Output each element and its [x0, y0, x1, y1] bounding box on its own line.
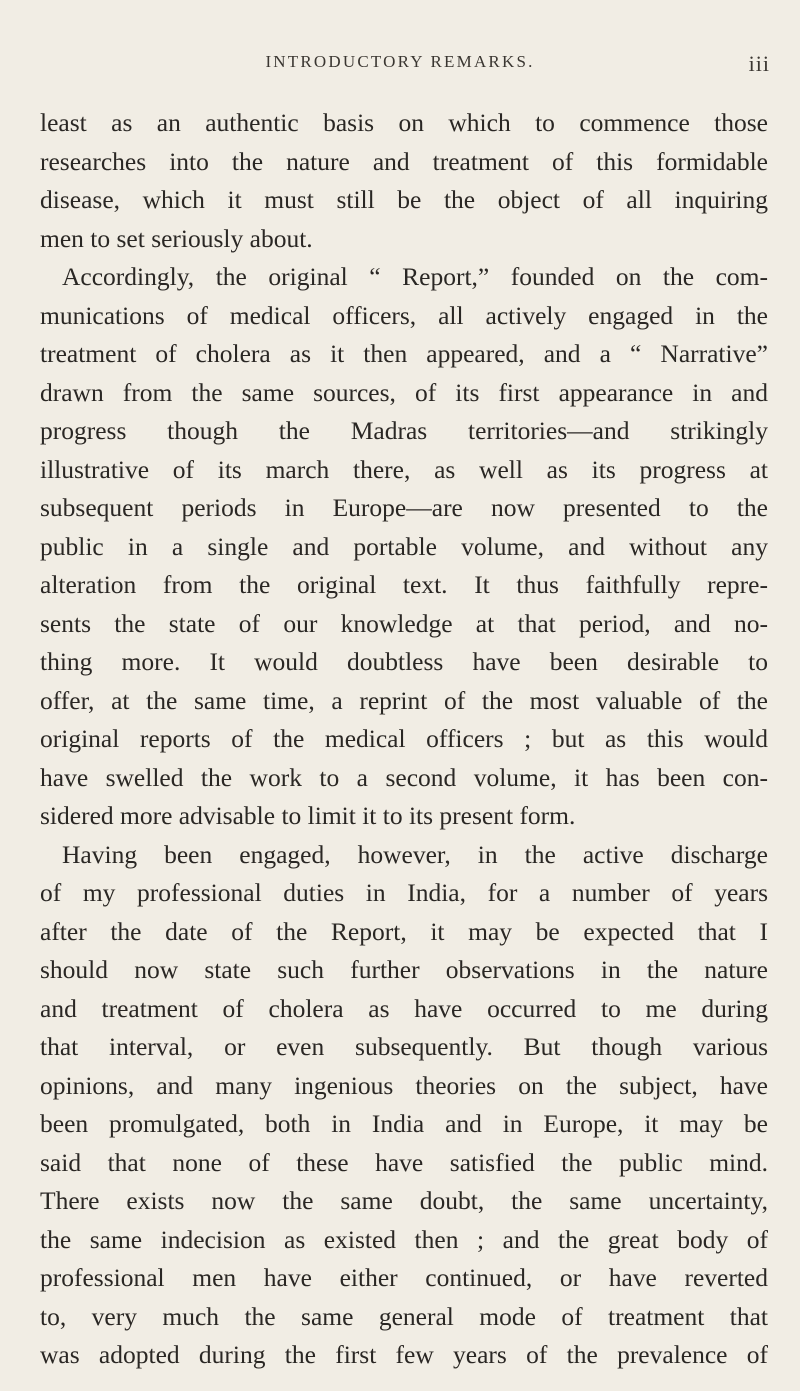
text-line: of my professional duties in India, for a number of years — [40, 878, 768, 907]
text-line: sents the state of our knowledge at that period, and no- — [40, 608, 768, 638]
text-line: original reports of the medical officers ; but as this would — [40, 724, 768, 753]
paragraph-2 — [40, 258, 768, 836]
text-line: drawn from the same sources, of its first appearance in and — [40, 377, 768, 407]
text-line: treatment of cholera as it then appeared, and a “ Narrative” — [40, 339, 768, 368]
text-line: that interval, or even subsequently. But though various — [40, 1032, 768, 1061]
text-line: been promulgated, both in India and in Europe, it may be — [40, 1109, 768, 1138]
text-line: to, very much the same general mode of treatment that — [40, 1301, 768, 1331]
text-line: men to set seriously about. — [40, 223, 313, 253]
text-line: Accordingly, the original “ Report,” founded on the com- — [62, 262, 768, 291]
text-line: researches into the nature and treatment of this formidable — [40, 146, 768, 176]
running-head — [0, 52, 800, 82]
text-line: and treatment of cholera as have occurred to me during — [40, 993, 768, 1023]
text-line: said that none of these have satisfied the public mind. — [40, 1147, 768, 1177]
text-line: subsequent periods in Europe—are now presented to the — [40, 493, 768, 522]
paragraph-1 — [40, 104, 768, 258]
page-number: iii — [748, 51, 770, 76]
text-line: opinions, and many ingenious theories on the subject, have — [40, 1070, 768, 1100]
text-line: was adopted during the first few years of the prevalence of — [40, 1340, 768, 1369]
text-line: public in a single and portable volume, and without any — [40, 531, 768, 561]
text-line: should now state such further observations in the nature — [40, 955, 768, 984]
text-line: the same indecision as existed then ; and the great body of — [40, 1224, 768, 1254]
text-line: least as an authentic basis on which to commence those — [40, 108, 768, 137]
text-line: Having been engaged, however, in the active discharge — [62, 839, 768, 869]
text-line: sidered more advisable to limit it to its present form. — [40, 801, 576, 830]
paragraph-3 — [40, 836, 768, 1375]
text-line: thing more. It would doubtless have been desirable to — [40, 647, 768, 676]
text-line: have swelled the work to a second volume, it has been con- — [40, 762, 768, 792]
body-text — [40, 104, 768, 1375]
text-line: illustrative of its march there, as well as its progress at — [40, 454, 768, 484]
text-line: progress though the Madras territories—and strikingly — [40, 416, 768, 445]
text-line: There exists now the same doubt, the same uncertainty, — [40, 1186, 768, 1215]
text-line: disease, which it must still be the object of all inquiring — [40, 185, 768, 214]
text-line: professional men have either continued, or have reverted — [40, 1263, 768, 1292]
text-line: after the date of the Report, it may be expected that I — [40, 916, 768, 946]
text-line: offer, at the same time, a reprint of the most valuable of the — [40, 685, 768, 715]
text-line: munications of medical officers, all actively engaged in the — [40, 300, 768, 330]
text-line: alteration from the original text. It thus faithfully repre- — [40, 570, 768, 599]
running-head-title: INTRODUCTORY REMARKS. — [265, 52, 535, 71]
